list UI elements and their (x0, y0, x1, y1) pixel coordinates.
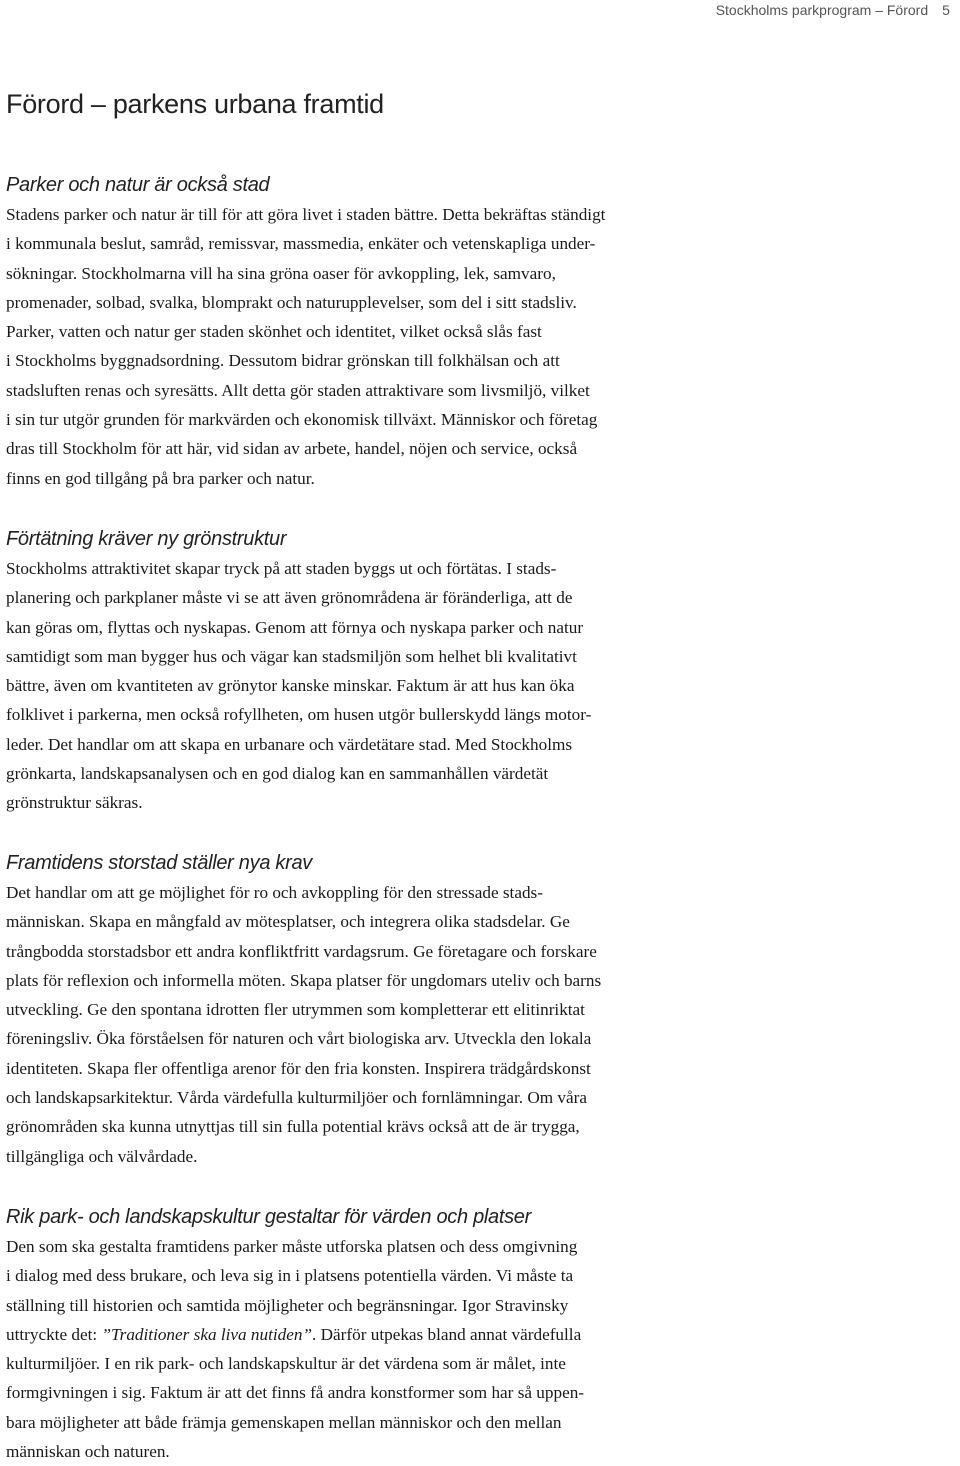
text-line: ställning till historien och samtida möjligheter och begränsningar. Igor Stravinsky (6, 1295, 569, 1315)
section-rik-parkkultur (6, 1202, 956, 1466)
text-line: Parker, vatten och natur ger staden skönhet och identitet, vilket också slås fast (6, 322, 542, 342)
text-line: människan och naturen. (6, 1442, 170, 1462)
section-heading: Framtidens storstad ställer nya krav (6, 852, 312, 874)
section-body (6, 878, 956, 1171)
text-line: stadsluften renas och syresätts. Allt detta gör staden attraktivare som livsmiljö, vilket (6, 380, 590, 400)
text-line: i sin tur utgör grunden för markvärden och ekonomisk tillväxt. Människor och företag (6, 410, 598, 430)
section-body (6, 1232, 956, 1466)
text-line: grönstruktur säkras. (6, 793, 143, 813)
running-header (0, 0, 960, 20)
text-line: föreningsliv. Öka förståelsen för naturen och vårt biologiska arv. Utveckla den lokala (6, 1029, 592, 1049)
text-line: samtidigt som man bygger hus och vägar kan stadsmiljön som helhet bli kvalitativt (6, 646, 577, 666)
text-line: sökningar. Stockholmarna vill ha sina gröna oaser för avkoppling, lek, samvaro, (6, 263, 556, 283)
running-title: Stockholms parkprogram – Förord (715, 2, 929, 18)
text-line: promenader, solbad, svalka, blomprakt och naturupplevelser, som del i sitt stadsliv. (6, 292, 577, 312)
section-heading: Parker och natur är också stad (6, 174, 270, 196)
text-line: och landskapsarkitektur. Vårda värdefulla kulturmiljöer och fornlämningar. Om våra (6, 1088, 588, 1108)
text-line: bara möjligheter att både främja gemenskapen mellan människor och den mellan (6, 1412, 562, 1432)
text-line: utveckling. Ge den spontana idrotten fler utrymmen som kompletterar ett elitinriktat (6, 1000, 585, 1020)
text-line: plats för reflexion och informella möten. Skapa platser för ungdomars uteliv och barns (6, 970, 602, 990)
section-heading: Rik park- och landskapskultur gestaltar för värden och platser (6, 1206, 531, 1228)
text-line: grönkarta, landskapsanalysen och en god dialog kan en sammanhållen värdetät (6, 764, 549, 784)
text-line (6, 1320, 956, 1349)
text-line: formgivningen i sig. Faktum är att det finns få andra konstformer som har så uppen- (6, 1383, 585, 1403)
text-line: i Stockholms byggnadsordning. Dessutom bidrar grönskan till folkhälsan och att (6, 351, 560, 371)
page-number: 5 (942, 2, 950, 18)
text-line: tillgängliga och välvårdade. (6, 1146, 198, 1166)
text-line: dras till Stockholm för att här, vid sidan av arbete, handel, nöjen och service, också (6, 439, 578, 459)
text-line: i kommunala beslut, samråd, remissvar, massmedia, enkäter och vetenskapliga under- (6, 234, 596, 254)
text-line: Den som ska gestalta framtidens parker måste utforska platsen och dess omgivning (6, 1237, 578, 1256)
text-line: planering och parkplaner måste vi se att även grönområdena är föränderliga, att de (6, 588, 573, 608)
text-line: grönområden ska kunna utnyttjas till sin fulla potential krävs också att de är trygga, (6, 1117, 580, 1137)
text-line: bättre, även om kvantiteten av grönytor kanske minskar. Faktum är att hus kan öka (6, 676, 575, 696)
text-line: Det handlar om att ge möjlighet för ro och avkoppling för den stressade stads- (6, 883, 543, 902)
text-line: Stockholms attraktivitet skapar tryck på att staden byggs ut och förtätas. I stads- (6, 559, 557, 578)
text-line: folklivet i parkerna, men också rofyllheten, om husen utgör bullerskydd längs motor- (6, 705, 592, 725)
section-fortatning (6, 524, 956, 818)
stravinsky-quote: ”Traditioner ska liva nutiden” (101, 1324, 313, 1344)
section-framtidens-storstad (6, 848, 956, 1171)
page-title: Förord – parkens urbana framtid (6, 89, 384, 119)
quote-tail: . Därför utpekas bland annat värdefulla (312, 1324, 582, 1344)
section-heading: Förtätning kräver ny grönstruktur (6, 528, 287, 550)
text-line: kan göras om, flyttas och nyskapas. Genom att förnya och nyskapa parker och natur (6, 617, 584, 637)
text-line: kulturmiljöer. I en rik park- och landskapskultur är det värdena som är målet, inte (6, 1354, 566, 1374)
section-parker-och-natur (6, 170, 956, 493)
text-line: trångbodda storstadsbor ett andra konfliktfritt vardagsrum. Ge företagare och forskare (6, 941, 597, 961)
text-line: i dialog med dess brukare, och leva sig in i platsens potentiella värden. Vi måste ta (6, 1266, 574, 1286)
text-line: identiteten. Skapa fler offentliga arenor för den fria konsten. Inspirera trädgårdskonst (6, 1058, 591, 1078)
section-body (6, 200, 956, 493)
text-line: människan. Skapa en mångfald av mötesplatser, och integrera olika stadsdelar. Ge (6, 912, 570, 932)
quote-lead: uttryckte det: (6, 1324, 102, 1344)
text-line: leder. Det handlar om att skapa en urbanare och värdetätare stad. Med Stockholms (6, 734, 573, 754)
text-line: Stadens parker och natur är till för att göra livet i staden bättre. Detta bekräftas ständigt (6, 205, 606, 224)
text-line: finns en god tillgång på bra parker och natur. (6, 468, 315, 488)
section-body (6, 554, 956, 818)
